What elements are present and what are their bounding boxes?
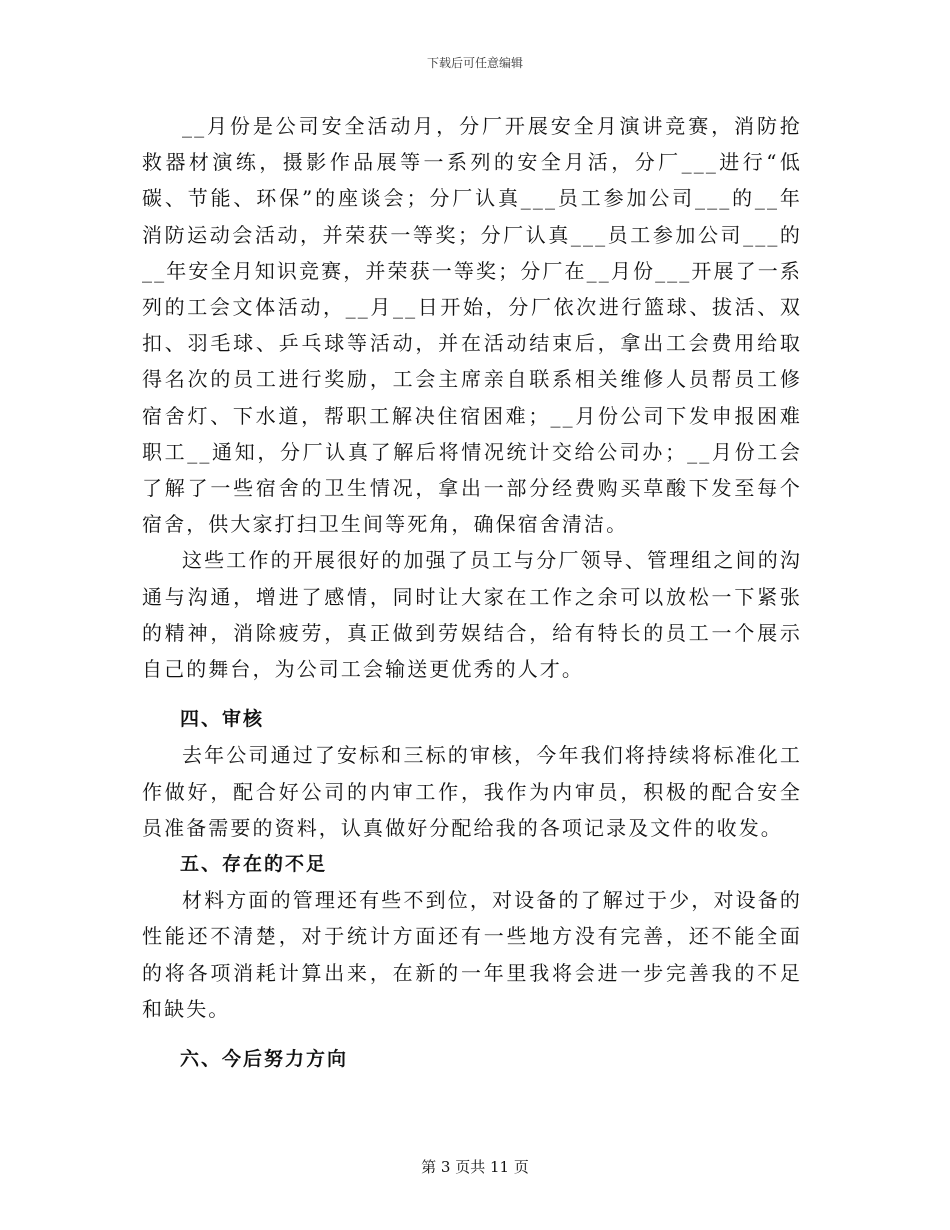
paragraph-shortcomings: 材料方面的管理还有些不到位，对设备的了解过于少，对设备的性能还不清楚，对于统计方面还有一些地方没有完善，还不能全面的将各项消耗计算出来，在新的一年里我将会进一步完善我的不足和缺失。 [142, 888, 802, 1021]
paragraph-safety-month: __月份是公司安全活动月，分厂开展安全月演讲竞赛，消防抢救器材演练，摄影作品展等一系列的安全月活，分厂___进行“低碳、节能、环保”的座谈会；分厂认真___员工参加公司___的__年消防运动会活动，并荣获一等奖；分厂认真___员工参加公司___的__年安全月知识竞赛，并荣获一等奖；分厂在__月份___开展了一系列的工会文体活动，__月__日开始，分厂依次进行篮球、拔活、双扣、羽毛球、乒乓球等活动，并在活动结束后，拿出工会费用给取得名次的员工进行奖励，工会主席亲自联系相关维修人员帮员工修宿舍灯、下水道，帮职工解决住宿困难；__月份公司下发申报困难职工__通知，分厂认真了解后将情况统计交给公司办；__月份工会了解了一些宿舍的卫生情况，拿出一部分经费购买草酸下发至每个宿舍，供大家打扫卫生间等死角，确保宿舍清洁。 [142, 114, 802, 537]
page-footer: 第 3 页共 11 页 [421, 1158, 529, 1176]
document-body [142, 108, 802, 1077]
page-header: 下载后可任意编辑 [426, 56, 523, 70]
heading-shortcomings: 五、存在的不足 [180, 853, 328, 876]
paragraph-communication: 这些工作的开展很好的加强了员工与分厂领导、管理组之间的沟通与沟通，增进了感情，同时让大家在工作之余可以放松一下紧张的精神，消除疲劳，真正做到劳娱结合，给有特长的员工一个展示自己的舞台，为公司工会输送更优秀的人才。 [142, 548, 802, 682]
heading-future-direction: 六、今后努力方向 [180, 1048, 349, 1071]
heading-audit: 四、审核 [180, 708, 265, 731]
paragraph-audit: 去年公司通过了安标和三标的审核，今年我们将持续将标准化工作做好，配合好公司的内审工作，我作为内审员，积极的配合安全员准备需要的资料，认真做好分配给我的各项记录及文件的收发。 [142, 743, 802, 840]
